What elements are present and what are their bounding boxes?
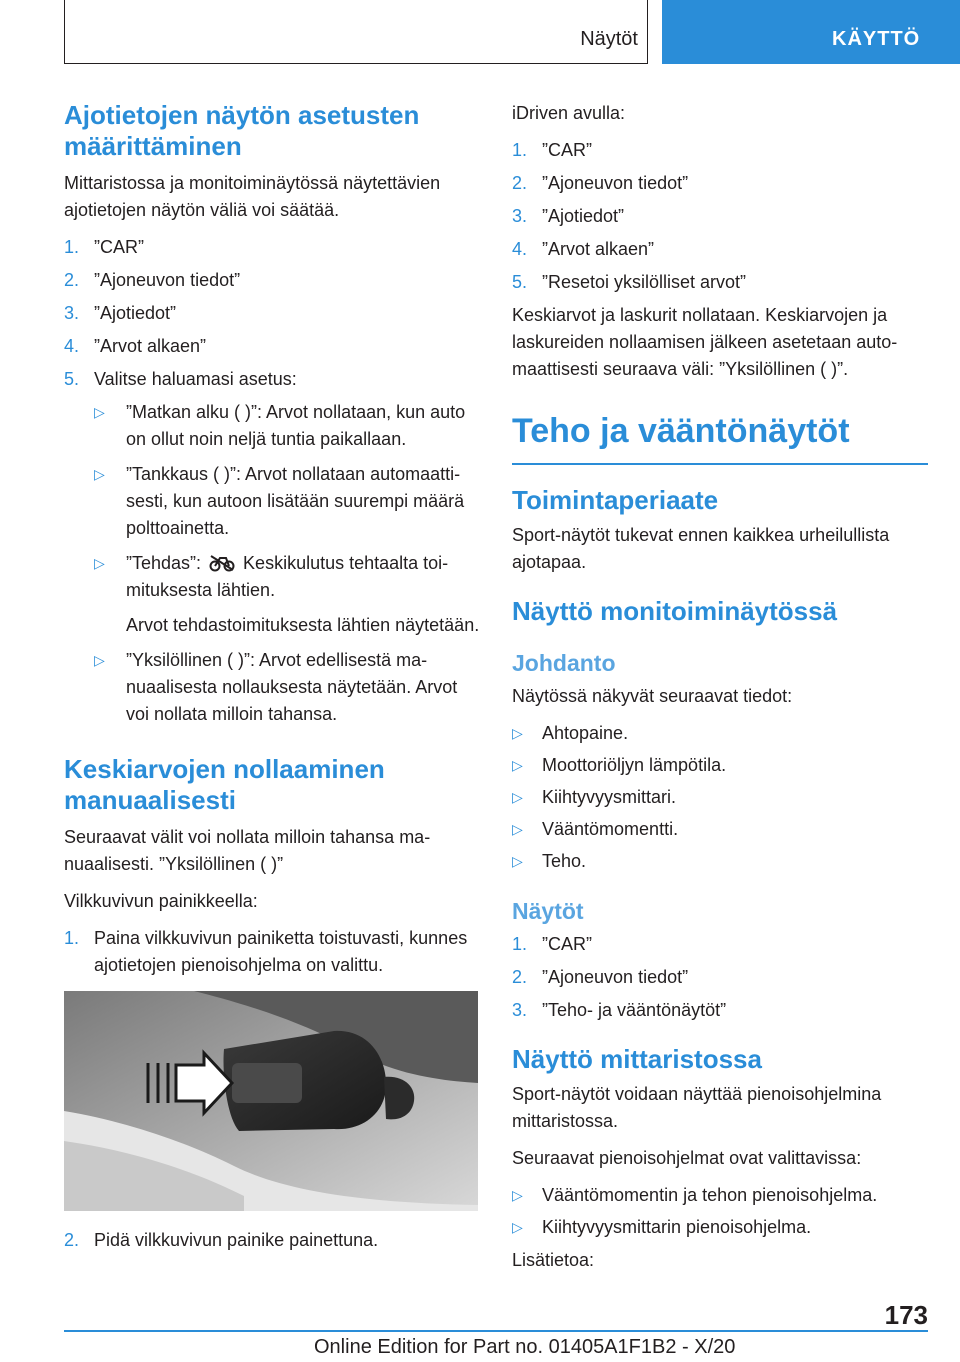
option-text: Keskikulutus tehtaalta toimituksesta lähtien. — [126, 553, 449, 600]
trip-steps-list — [64, 234, 480, 393]
trip-options-list — [64, 399, 480, 604]
heading-sport-displays: Teho ja vääntönäytöt — [512, 411, 928, 465]
bullet-triangle-icon: ▷ — [512, 821, 523, 837]
bullet-triangle-icon: ▷ — [94, 466, 105, 482]
step-number: 3. — [512, 1000, 528, 1020]
heading-principle: Toimintaperiaate — [512, 485, 719, 515]
item-text: Kiihtyvyysmittari. — [542, 787, 677, 807]
step-text: ”CAR” — [542, 140, 592, 160]
bullet-triangle-icon: ▷ — [512, 1187, 523, 1203]
item-text: Teho. — [542, 851, 587, 871]
step-number: 4. — [64, 336, 80, 356]
bullet-triangle-icon: ▷ — [512, 1219, 523, 1235]
step-text: Paina vilkkuvivun painiketta toistuvasti, kunnes ajotietojen pienoisohjelma on valittu. — [94, 928, 468, 975]
list-item — [64, 267, 480, 294]
paragraph-trip-intro: Mittaristossa ja monitoiminäytössä näytettävien ajotietojen näytön väliä voi säätää. — [64, 173, 441, 220]
reset-steps-list — [64, 925, 480, 979]
list-item — [512, 236, 928, 263]
paragraph-intro: Näytössä näkyvät seuraavat tiedot: — [512, 686, 793, 706]
bullet-triangle-icon: ▷ — [94, 404, 105, 420]
list-item — [64, 366, 480, 393]
heading-trip-display: Ajotietojen näytön asetusten määrittäminen — [64, 100, 420, 161]
list-item — [64, 647, 480, 728]
step-text: ”Arvot alkaen” — [94, 336, 207, 356]
chapter-title: KÄYTTÖ — [832, 28, 921, 50]
section-title: Näytöt — [580, 28, 638, 50]
item-text: Kiihtyvyysmittarin pienoisohjelma. — [542, 1217, 812, 1237]
bullet-triangle-icon: ▷ — [512, 725, 523, 741]
step-text: ”Ajoneuvon tiedot” — [542, 967, 689, 987]
list-item — [64, 234, 480, 261]
heading-cluster: Näyttö mittaristossa — [512, 1044, 762, 1074]
step-number: 4. — [512, 239, 528, 259]
list-item — [512, 964, 928, 991]
header-frame — [64, 0, 648, 64]
list-item — [512, 137, 928, 164]
item-text: Ahtopaine. — [542, 723, 629, 743]
factory-setting-icon — [209, 554, 235, 572]
list-item — [512, 269, 928, 296]
step-number: 2. — [512, 173, 528, 193]
step-text: Pidä vilkkuvivun painike painettuna. — [94, 1230, 379, 1250]
step-text: ”Teho- ja vääntönäytöt” — [542, 1000, 727, 1020]
list-item — [64, 925, 480, 979]
paragraph-cluster: Sport-näytöt voidaan näyttää pienoisohjelmina mittaristossa. — [512, 1084, 882, 1131]
step-text: ”Ajoneuvon tiedot” — [542, 173, 689, 193]
heading-intro: Johdanto — [512, 650, 616, 676]
intro-list — [512, 720, 928, 875]
step-number: 3. — [64, 303, 80, 323]
step-text: ”Arvot alkaen” — [542, 239, 655, 259]
bullet-triangle-icon: ▷ — [94, 555, 105, 571]
paragraph-after-reset: Keskiarvot ja laskurit nollataan. Keskiarvojen ja laskureiden nollaamisen jälkeen asetetaan automaattisesti seuraava väli: ”Yksilöllinen ( )”. — [512, 305, 898, 379]
paragraph-reset-1: Seuraavat välit voi nollata milloin tahansa manuaalisesti. ”Yksilöllinen ( )” — [64, 827, 431, 874]
chapter-tab — [662, 0, 960, 64]
paragraph-principle: Sport-näytöt tukevat ennen kaikkea urheilullista ajotapaa. — [512, 525, 890, 572]
list-item — [512, 1182, 928, 1209]
list-item — [512, 784, 928, 811]
list-item — [64, 300, 480, 327]
step-number: 5. — [64, 369, 80, 389]
cluster-list — [512, 1182, 928, 1241]
item-text: Vääntömomentin ja tehon pienoisohjelma. — [542, 1185, 878, 1205]
list-item — [64, 399, 480, 453]
list-item — [512, 931, 928, 958]
step-number: 3. — [512, 206, 528, 226]
list-item — [64, 461, 480, 542]
bullet-triangle-icon: ▷ — [512, 757, 523, 773]
option-subnote: Arvot tehdastoimituksesta lähtien näytetään. — [126, 615, 480, 635]
option-text: ”Yksilöllinen ( )”: Arvot edellisestä manuaalisesta nollauksesta näytetään. Arvot voi nollata milloin tahansa. — [126, 650, 458, 724]
list-item — [512, 848, 928, 875]
item-text: Vääntömomentti. — [542, 819, 679, 839]
paragraph-reset-2: Vilkkuvivun painikkeella: — [64, 891, 258, 911]
bullet-triangle-icon: ▷ — [94, 652, 105, 668]
step-text: ”CAR” — [542, 934, 592, 954]
left-column — [64, 100, 480, 1260]
list-item — [512, 720, 928, 747]
step-number: 5. — [512, 272, 528, 292]
step-number: 1. — [512, 140, 528, 160]
option-text: ”Matkan alku ( )”: Arvot nollataan, kun auto on ollut noin neljä tuntia paikallaan. — [126, 402, 466, 449]
bullet-triangle-icon: ▷ — [512, 789, 523, 805]
step-number: 2. — [512, 967, 528, 987]
list-item — [64, 550, 480, 604]
list-item — [512, 1214, 928, 1241]
bullet-triangle-icon: ▷ — [512, 853, 523, 869]
list-item — [512, 170, 928, 197]
heading-monitor: Näyttö monitoiminäytössä — [512, 596, 838, 626]
display-steps-list — [512, 931, 928, 1024]
list-item — [512, 752, 928, 779]
reset-steps-list-2 — [64, 1227, 480, 1254]
step-number: 2. — [64, 1230, 80, 1250]
list-item — [512, 816, 928, 843]
right-column — [512, 100, 928, 1284]
item-text: Moottoriöljyn lämpötila. — [542, 755, 727, 775]
list-item — [64, 333, 480, 360]
idrive-steps-list — [512, 137, 928, 296]
step-text: ”CAR” — [94, 237, 144, 257]
paragraph-more-info: Lisätietoa: — [512, 1250, 595, 1270]
step-text: ”Resetoi yksilölliset arvot” — [542, 272, 747, 292]
list-item — [512, 203, 928, 230]
step-number: 2. — [64, 270, 80, 290]
option-text: ”Tehdas”: — [126, 553, 202, 573]
step-number: 1. — [512, 934, 528, 954]
footer-edition: Online Edition for Part no. 01405A1F1B2 - X/20 — [314, 1336, 736, 1358]
paragraph-idrive: iDriven avulla: — [512, 103, 626, 123]
step-text: Valitse haluamasi asetus: — [94, 369, 297, 389]
step-text: ”Ajoneuvon tiedot” — [94, 270, 241, 290]
step-number: 1. — [64, 237, 80, 257]
option-text: ”Tankkaus ( )”: Arvot nollataan automaattisesti, kun autoon lisätään suurempi määrä polttoainetta. — [126, 464, 465, 538]
heading-reset-manual: Keskiarvojen nollaaminen manuaalisesti — [64, 754, 385, 815]
step-number: 1. — [64, 928, 80, 948]
list-item — [512, 997, 928, 1024]
page-number: 173 — [884, 1300, 928, 1330]
paragraph-available: Seuraavat pienoisohjelmat ovat valittavissa: — [512, 1148, 862, 1168]
step-text: ”Ajotiedot” — [94, 303, 177, 323]
list-item — [64, 1227, 480, 1254]
turn-signal-lever-photo — [64, 991, 478, 1211]
footer-rule — [64, 1330, 928, 1332]
step-text: ”Ajotiedot” — [542, 206, 625, 226]
heading-displays: Näytöt — [512, 898, 584, 924]
trip-options-list-2 — [64, 647, 480, 728]
